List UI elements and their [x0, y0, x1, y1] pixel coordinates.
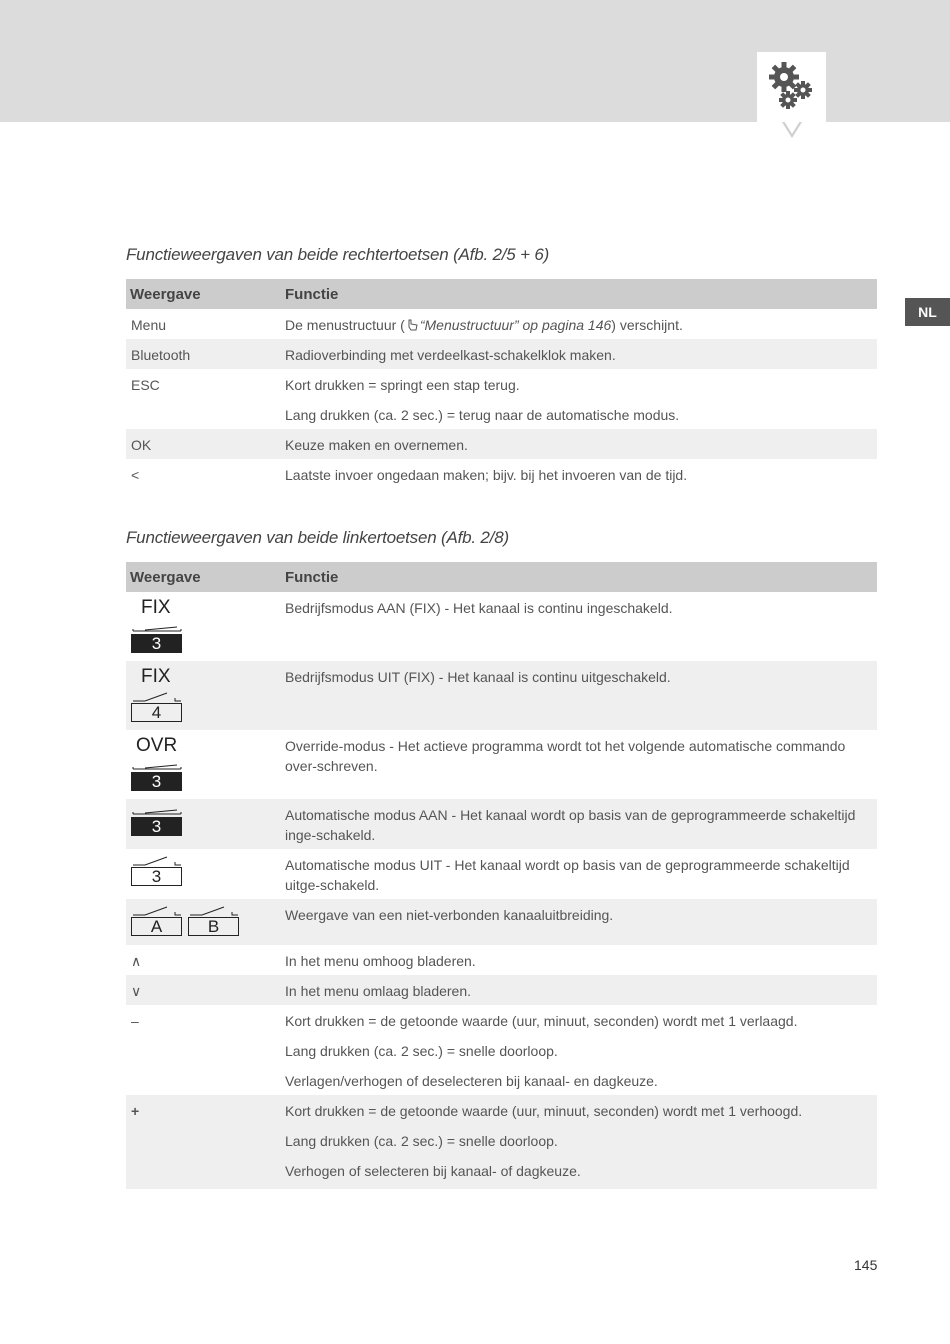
functie-cell — [281, 309, 877, 339]
weergave-cell: + — [126, 1095, 281, 1189]
pointing-hand-icon — [407, 319, 418, 331]
weergave-cell: OK — [126, 429, 281, 459]
functie-cell: Bedrijfsmodus AAN (FIX) - Het kanaal is continu ingeschakeld. — [285, 600, 673, 616]
functie-line: Verhogen of selecteren bij kanaal- of dagkeuze. — [285, 1163, 581, 1179]
language-tab[interactable]: NL — [905, 298, 950, 326]
page-number: 145 — [854, 1257, 878, 1273]
table-row — [126, 799, 877, 849]
table-row — [126, 1095, 877, 1189]
left-keys-table — [126, 562, 877, 1189]
channel-box-b: B — [188, 917, 239, 936]
table-row — [126, 592, 877, 661]
functie-line: Kort drukken = de getoonde waarde (uur, minuut, seconden) wordt met 1 verlaagd. — [285, 1013, 798, 1029]
weergave-cell: – — [131, 1013, 139, 1029]
channel-box: 4 — [131, 703, 182, 722]
column-header-weergave: Weergave — [126, 279, 281, 309]
switch-open-icon — [131, 691, 183, 703]
table-row — [126, 429, 877, 459]
weergave-cell: Menu — [131, 317, 167, 333]
page-reference-link[interactable]: “Menustructuur” op pagina 146 — [419, 317, 612, 333]
functie-line: Lang drukken (ca. 2 sec.) = snelle doorloop. — [285, 1043, 558, 1059]
switch-closed-icon — [131, 805, 183, 817]
functie-cell — [281, 1005, 877, 1095]
functie-line: Kort drukken = de getoonde waarde (uur, minuut, seconden) wordt met 1 verhoogd. — [285, 1103, 803, 1119]
weergave-cell: ∨ — [126, 975, 281, 1005]
table-header-row — [126, 279, 877, 309]
functie-cell: Override-modus - Het actieve programma wordt tot het volgende automatische commando over-schreven. — [285, 738, 846, 774]
functie-cell: Weergave van een niet-verbonden kanaaluitbreiding. — [281, 899, 877, 945]
channel-box: 3 — [131, 867, 182, 886]
switch-open-icon — [131, 855, 183, 867]
section-title-left-keys: Functieweergaven van beide linkertoetsen (Afb. 2/8) — [126, 528, 509, 547]
functie-cell — [281, 1095, 877, 1189]
table-row — [126, 899, 877, 945]
functie-cell: Automatische modus AAN - Het kanaal wordt op basis van de geprogrammeerde schakeltijd inge-schakeld. — [281, 799, 877, 849]
weergave-cell — [126, 730, 281, 799]
weergave-cell — [126, 592, 281, 661]
channel-box: 3 — [131, 772, 182, 791]
functie-text: De menustructuur ( — [285, 317, 405, 333]
channel-box: 3 — [131, 634, 182, 653]
channel-box: 3 — [131, 817, 182, 836]
table-row — [126, 945, 877, 975]
weergave-cell: Bluetooth — [126, 339, 281, 369]
weergave-cell — [126, 799, 281, 849]
table-row — [126, 661, 877, 730]
functie-cell: Bedrijfsmodus UIT (FIX) - Het kanaal is continu uitgeschakeld. — [281, 661, 877, 730]
switch-closed-icon — [131, 622, 183, 634]
weergave-cell: < — [131, 467, 140, 483]
chapter-tab-pointer — [782, 122, 802, 138]
table-row — [126, 369, 877, 429]
functie-line: Lang drukken (ca. 2 sec.) = terug naar de automatische modus. — [285, 407, 680, 423]
table-header-row — [126, 562, 877, 592]
column-header-weergave: Weergave — [126, 562, 281, 592]
functie-cell: Automatische modus UIT - Het kanaal wordt op basis van de geprogrammeerde schakeltijd uitge-schakeld. — [285, 857, 850, 893]
functie-line: Verlagen/verhogen of deselecteren bij kanaal- en dagkeuze. — [285, 1073, 658, 1089]
channel-extension-symbol — [131, 905, 277, 936]
table-row — [126, 975, 877, 1005]
symbol-label: FIX — [141, 597, 171, 618]
functie-cell — [281, 369, 877, 429]
weergave-cell — [126, 661, 281, 730]
table-row — [126, 309, 877, 339]
switch-open-icon — [131, 905, 183, 917]
functie-cell: In het menu omlaag bladeren. — [281, 975, 877, 1005]
weergave-cell: ESC — [131, 377, 160, 393]
column-header-functie: Functie — [281, 562, 877, 592]
weergave-cell: ∧ — [131, 953, 142, 969]
table-row — [126, 339, 877, 369]
right-keys-table — [126, 279, 877, 489]
channel-box-a: A — [131, 917, 182, 936]
weergave-cell — [126, 849, 281, 899]
table-row — [126, 1005, 877, 1095]
functie-text: ) verschijnt. — [611, 317, 683, 333]
auto-off-symbol — [131, 855, 277, 887]
gears-icon — [767, 60, 815, 112]
table-row — [126, 459, 877, 489]
functie-cell: Radioverbinding met verdeelkast-schakelklok maken. — [281, 339, 877, 369]
functie-cell: Keuze maken en overnemen. — [281, 429, 877, 459]
switch-closed-icon — [131, 760, 183, 772]
weergave-cell — [126, 899, 281, 945]
override-symbol — [131, 736, 277, 792]
symbol-label: FIX — [141, 666, 171, 687]
functie-line: Kort drukken = springt een stap terug. — [285, 377, 520, 393]
fix-off-symbol — [131, 667, 277, 723]
switch-open-icon — [188, 905, 240, 917]
symbol-label: OVR — [136, 735, 178, 756]
functie-cell: In het menu omhoog bladeren. — [285, 953, 476, 969]
table-row — [126, 849, 877, 899]
table-row — [126, 730, 877, 799]
column-header-functie: Functie — [281, 279, 877, 309]
functie-line: Lang drukken (ca. 2 sec.) = snelle doorloop. — [285, 1133, 558, 1149]
chapter-tab — [757, 52, 826, 122]
fix-on-symbol — [131, 598, 277, 654]
auto-on-symbol — [131, 805, 277, 837]
section-title-right-keys: Functieweergaven van beide rechtertoetsen (Afb. 2/5 + 6) — [126, 245, 550, 264]
functie-cell: Laatste invoer ongedaan maken; bijv. bij het invoeren van de tijd. — [285, 467, 688, 483]
